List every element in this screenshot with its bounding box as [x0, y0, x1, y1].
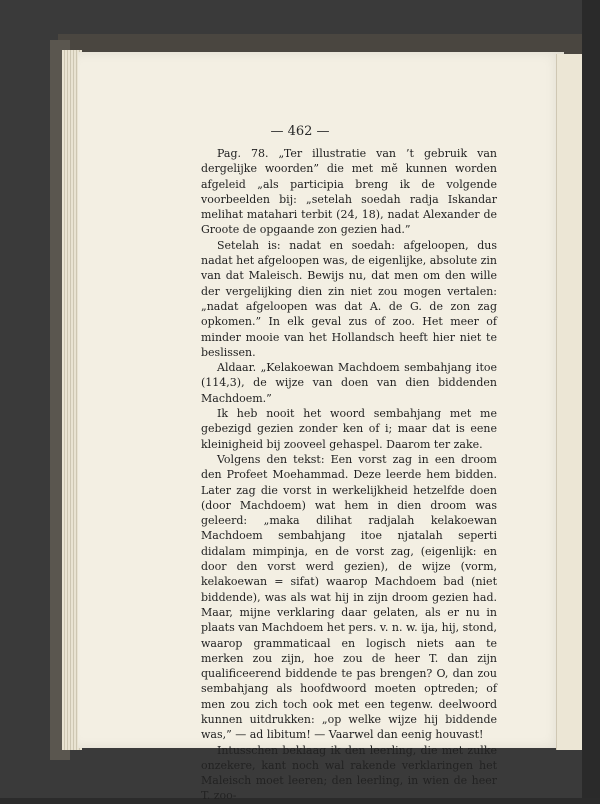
- paragraph: Aldaar. „Kelakoewan Machdoem sembahjang itoe (114,3), de wijze van doen van dien biddenden Machdoem.”: [201, 361, 497, 405]
- paragraph: Volgens den tekst: Een vorst zag in een droom den Profeet Moehammad. Deze leerde hem bidden. Later zag die vorst in werkelijkheid hetzelfde doen (door Machdoem) wat hem in dien droom was geleerd: „maka dilihat radjalah kelakoewan Machdoem sembahjang itoe njatalah seperti didalam mimpinja, en de vorst zag, (eigenlijk: en door den vorst werd gezien), de wijze (vorm, kelakoewan = sifat) waarop Machdoem bad (niet biddende), was als wat hij in zijn droom gezien had. Maar, mijne verklaring daar gelaten, als er nu in plaats van Machdoem het pers. v. n. w. ija, hij, stond, waarop grammaticaal en logisch niets aan te merken zou zijn, hoe zou de heer T. dan zijn qualificeerend biddende te pas brengen? O, dan zou sembahjang als hoofdwoord moeten optreden; of men zou zich toch ook met een tegenw. deelwoord kunnen uitdrukken: „op welke wijze hij biddende was,” — ad libitum! — Vaarwel dan eenig houvast!: [201, 452, 497, 742]
- paragraph: Ik heb nooit het woord sembahjang met me gebezigd gezien zonder ken of i; maar dat is eene kleinigheid bij zooveel gehaspel. Daarom ter zake.: [201, 407, 497, 451]
- page-text: [201, 146, 497, 804]
- paragraph: Setelah is: nadat en soedah: afgeloopen, dus nadat het afgeloopen was, de eigenlijke, absolute zin van dat Maleisch. Bewijs nu, dat men om den wille der vergelijking dien zin niet zou mogen vertalen: „nadat afgeloopen was dat A. de G. de zon zag opkomen.” In elk geval zus of zoo. Het meer of minder mooie van het Hollandsch heeft hier niet te beslissen.: [201, 238, 497, 359]
- paragraph: Pag. 78. „Ter illustratie van ’t gebruik van dergelijke woorden” die met mĕ kunnen worden afgeleid „als participia breng ik de volgende voorbeelden bij: „setelah soedah radja Iskandar melihat matahari terbit (24, 18), nadat Alexander de Groote de opgaande zon gezien had.”: [201, 147, 497, 237]
- page-number: — 462 —: [270, 124, 330, 139]
- dark-margin: [582, 0, 600, 798]
- paragraph: Intusschen beklaag ik den leerling, die met zulke onzekere, kant noch wal rakende verklaringen het Maleisch moet leeren; den leerling, in wien de heer T. zoo-: [201, 743, 497, 803]
